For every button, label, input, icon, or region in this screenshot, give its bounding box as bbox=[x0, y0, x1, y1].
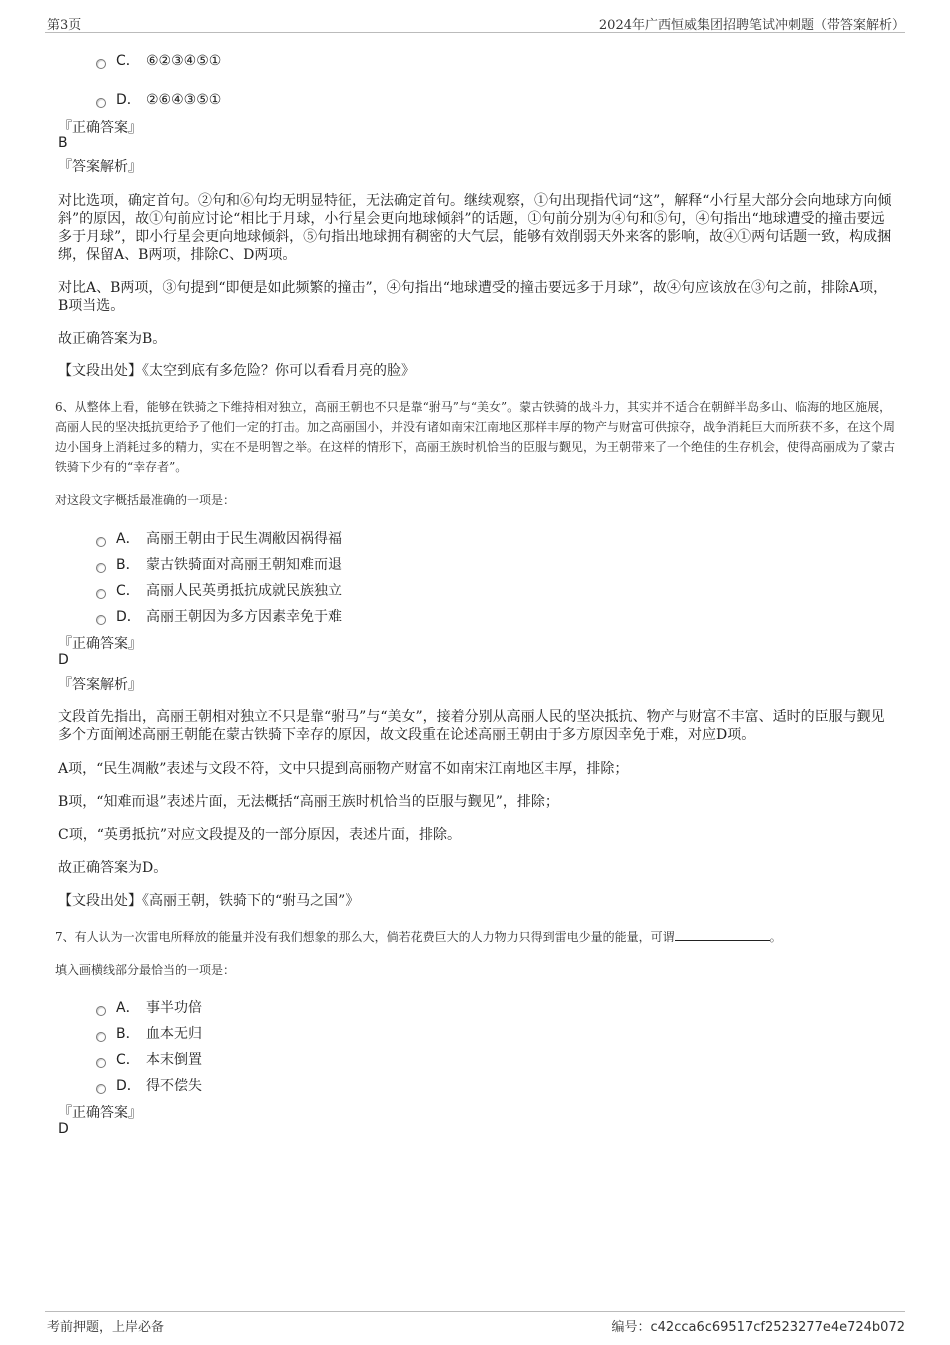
q7-prompt: 填入画横线部分最恰当的一项是： bbox=[55, 963, 236, 977]
q7-option-a[interactable]: A． 事半功倍 bbox=[96, 997, 202, 1017]
q6-stem: 6、从整体上看，能够在铁骑之下维持相对独立，高丽王朝也不只是靠“驸马”与“美女”。蒙古铁骑的战斗力，其实并不适合在朝鲜半岛多山、临海的地区施展，高丽人民的坚决抵抗更给予了他们一定的打击。加之高丽国小，并没有诸如南宋江南地区那样丰厚的物产与财富可供掠夺，战争消耗巨大而所获不多，在这个周边小国身上消耗过多的精力，实在不是明智之举。在这样的情形下，高丽王族时机恰当的臣服与觐见，为王朝带来了一个绝佳的生存机会，使得高丽成为了蒙古铁骑下少有的“幸存者”。 bbox=[55, 400, 896, 474]
q7-option-b[interactable]: B． 血本无归 bbox=[96, 1023, 202, 1043]
q6-option-b[interactable]: B． 蒙古铁骑面对高丽王朝知难而退 bbox=[96, 554, 342, 574]
q6-analysis-para-1: 文段首先指出，高丽王朝相对独立不只是靠“驸马”与“美女”，接着分别从高丽人民的坚决抵抗、物产与财富不丰富、适时的臣服与觐见多个方面阐述高丽王朝能在蒙古铁骑下幸存的原因，故文段重在论述高丽王朝由于多方原因幸免于难，对应D项。 bbox=[58, 709, 885, 743]
q6-correct-label: 『正确答案』 bbox=[58, 636, 142, 652]
q5-option-c[interactable]: C． ⑥②③④⑤① bbox=[96, 50, 221, 70]
q6-analysis-para-3: B项，“知难而退”表述片面，无法概括“高丽王族时机恰当的臣服与觐见”，排除； bbox=[58, 794, 559, 810]
q5-source: 【文段出处】《太空到底有多危险？你可以看看月亮的脸》 bbox=[58, 363, 415, 379]
page-footer bbox=[45, 1311, 905, 1335]
radio-icon[interactable] bbox=[96, 1006, 106, 1016]
answer-blank bbox=[675, 928, 770, 941]
page-number: 第3页 bbox=[47, 18, 82, 33]
q6-analysis-para-2: A项，“民生凋敝”表述与文段不符，文中只提到高丽物产财富不如南宋江南地区丰厚，排除； bbox=[58, 761, 629, 777]
q5-correct-label: 『正确答案』 bbox=[58, 120, 142, 136]
footer-slogan: 考前押题，上岸必备 bbox=[47, 1320, 165, 1335]
page-header bbox=[45, 14, 905, 33]
radio-icon[interactable] bbox=[96, 1058, 106, 1068]
q5-analysis-para-2: 对比A、B两项，③句提到“即便是如此频繁的撞击”，④句指出“地球遭受的撞击要远多于月球”，故④句应该放在③句之前，排除A项，B项当选。 bbox=[58, 280, 888, 314]
q6-option-a[interactable]: A． 高丽王朝由于民生凋敝因祸得福 bbox=[96, 528, 342, 548]
q6-analysis-para-4: C项，“英勇抵抗”对应文段提及的一部分原因，表述片面，排除。 bbox=[58, 827, 462, 843]
q7-correct-label: 『正确答案』 bbox=[58, 1105, 142, 1121]
q5-analysis-para-1: 对比选项，确定首句。②句和⑥句均无明显特征，无法确定首句。继续观察，①句出现指代词“这”，解释“小行星大部分会向地球方向倾斜”的原因，故①句前应讨论“相比于月球，小行星会更向地球倾斜”的话题，①句前分别为④句和⑤句，④句指出“地球遭受的撞击要远多于月球”，即小行星会更向地球倾斜，⑤句指出地球拥有稠密的大气层，能够有效削弱天外来客的影响，故④①两句话题一致，构成捆绑，保留A、B两项，排除C、D两项。 bbox=[58, 193, 892, 263]
q5-option-d[interactable]: D． ②⑥④③⑤① bbox=[96, 89, 221, 109]
q5-correct-value: B bbox=[58, 135, 68, 151]
q6-option-d[interactable]: D． 高丽王朝因为多方因素幸免于难 bbox=[96, 606, 342, 626]
q6-source: 【文段出处】《高丽王朝，铁骑下的“驸马之国”》 bbox=[58, 893, 360, 909]
radio-icon[interactable] bbox=[96, 537, 106, 547]
radio-icon[interactable] bbox=[96, 589, 106, 599]
q6-prompt: 对这段文字概括最准确的一项是： bbox=[55, 493, 236, 507]
q6-option-c[interactable]: C． 高丽人民英勇抵抗成就民族独立 bbox=[96, 580, 342, 600]
q5-analysis-para-3: 故正确答案为B。 bbox=[58, 331, 167, 347]
q6-analysis-label: 『答案解析』 bbox=[58, 677, 142, 693]
q5-analysis-label: 『答案解析』 bbox=[58, 159, 142, 175]
document-title: 2024年广西恒威集团招聘笔试冲刺题（带答案解析） bbox=[598, 18, 905, 33]
q6-correct-value: D bbox=[58, 652, 69, 668]
q7-correct-value: D bbox=[58, 1121, 69, 1137]
q7-stem: 7、有人认为一次雷电所释放的能量并没有我们想象的那么大，倘若花费巨大的人力物力只得到雷电少量的能量，可谓 。 bbox=[55, 930, 782, 944]
q7-option-d[interactable]: D． 得不偿失 bbox=[96, 1075, 202, 1095]
q7-option-c[interactable]: C． 本末倒置 bbox=[96, 1049, 202, 1069]
radio-icon[interactable] bbox=[96, 59, 106, 69]
radio-icon[interactable] bbox=[96, 1084, 106, 1094]
document-code: 编号：c42cca6c69517cf2523277e4e724b072 bbox=[611, 1320, 905, 1335]
q6-analysis-para-5: 故正确答案为D。 bbox=[58, 860, 168, 876]
radio-icon[interactable] bbox=[96, 615, 106, 625]
radio-icon[interactable] bbox=[96, 1032, 106, 1042]
radio-icon[interactable] bbox=[96, 98, 106, 108]
radio-icon[interactable] bbox=[96, 563, 106, 573]
